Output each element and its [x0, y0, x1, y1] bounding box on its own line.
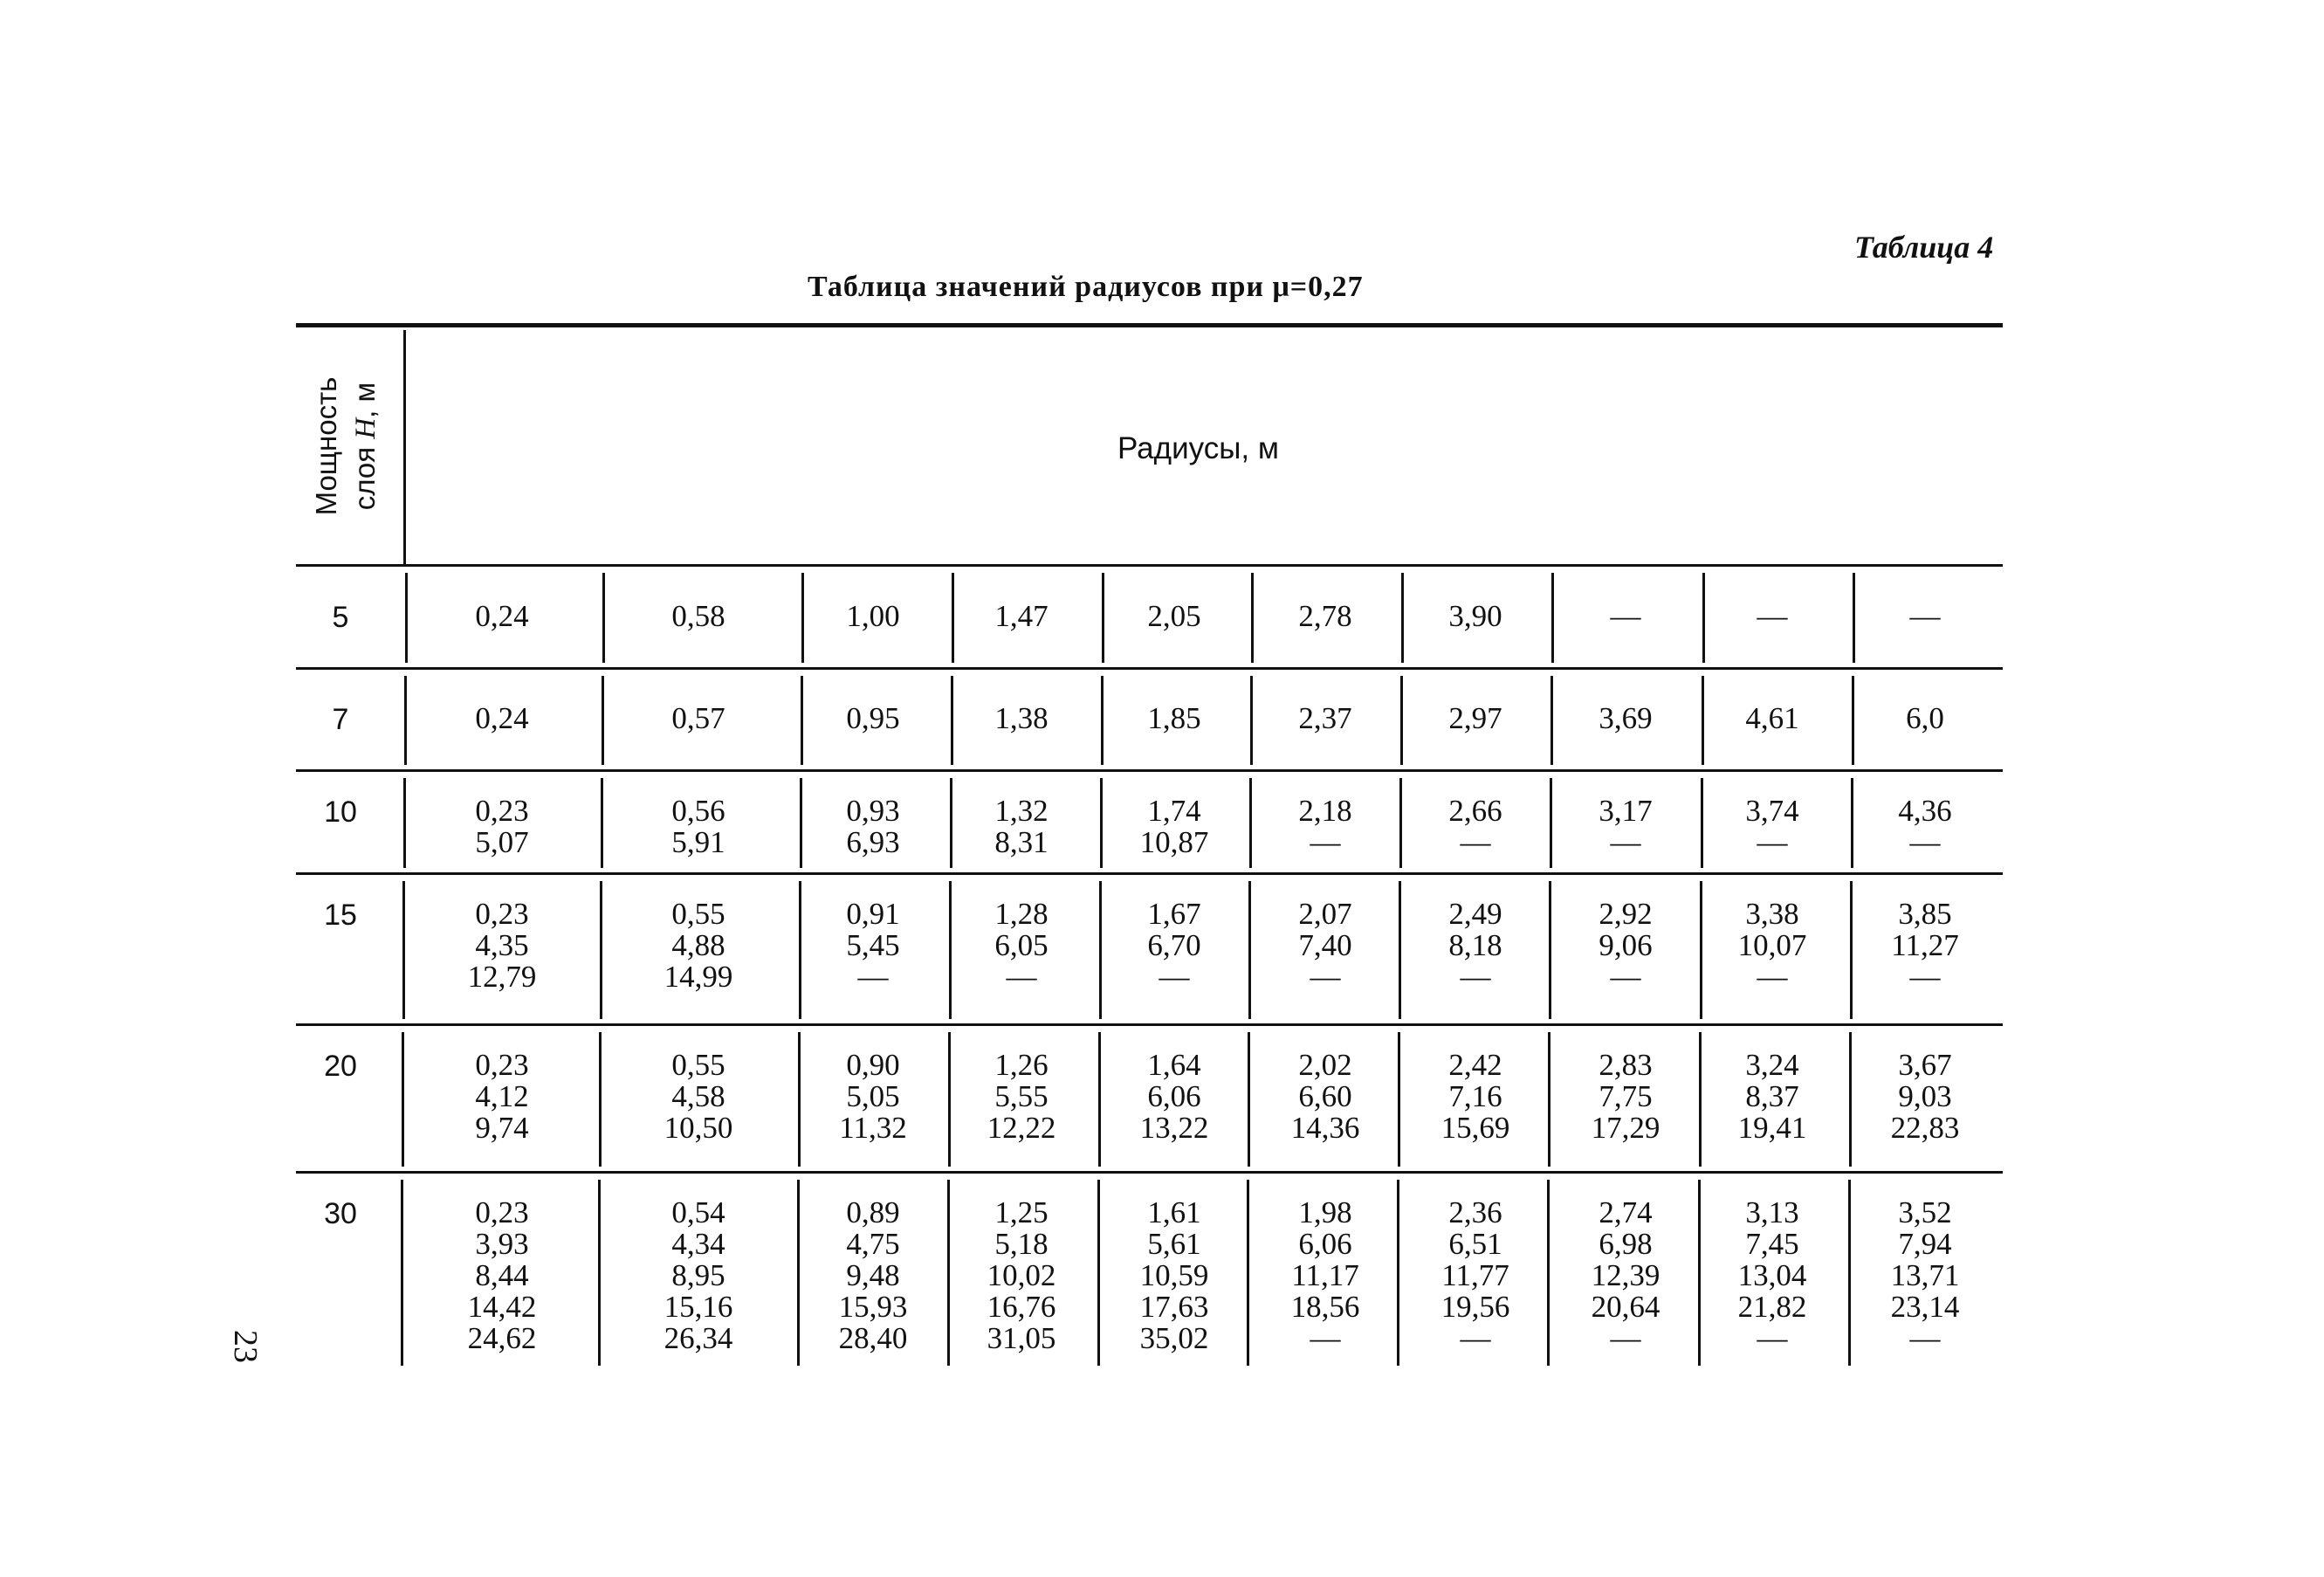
radius-cell [432, 1197, 572, 1354]
radius-value: 15,16 [664, 1290, 733, 1324]
radius-value: 3,24 [1745, 1048, 1799, 1082]
radius-value: 14,36 [1290, 1111, 1360, 1145]
column-separator [1097, 1180, 1100, 1366]
thickness-cell: 30 [324, 1197, 357, 1230]
radius-value: 11,32 [839, 1111, 907, 1145]
radius-value: 4,12 [475, 1079, 529, 1113]
column-separator [598, 1180, 601, 1366]
radius-cell [432, 1050, 572, 1144]
radius-value: 0,91 [846, 897, 900, 931]
radius-value: 12,39 [1591, 1258, 1660, 1292]
radius-value: 1,61 [1147, 1195, 1201, 1229]
radius-value: — [1909, 825, 1941, 859]
radius-value: 7,45 [1745, 1227, 1799, 1261]
column-separator [1248, 1032, 1250, 1167]
radius-cell [1855, 1050, 1995, 1144]
radius-cell [629, 598, 768, 633]
radius-value: 5,91 [671, 825, 725, 859]
radius-value: 5,61 [1147, 1227, 1201, 1261]
radius-cell [803, 703, 943, 734]
radius-value: 1,28 [994, 897, 1049, 931]
radius-value: 7,40 [1298, 928, 1352, 962]
radius-value: 0,90 [846, 1048, 900, 1082]
radius-value: 4,34 [671, 1227, 725, 1261]
radius-value: 13,04 [1737, 1258, 1807, 1292]
column-separator [1848, 1180, 1851, 1366]
column-separator [1849, 1032, 1852, 1167]
column-separator [1248, 881, 1251, 1019]
radius-cell [803, 1050, 943, 1144]
radius-value: 5,07 [475, 825, 529, 859]
radius-value: — [1310, 1321, 1341, 1355]
radius-cell [432, 598, 572, 633]
column-separator [601, 778, 603, 868]
radius-cell [1556, 899, 1695, 993]
radius-value: 1,25 [994, 1195, 1049, 1229]
radius-value: 0,23 [475, 1048, 529, 1082]
radius-value: 0,89 [846, 1195, 900, 1229]
column-separator [405, 573, 408, 663]
radius-value: 3,52 [1898, 1195, 1952, 1229]
radius-cell [629, 703, 768, 734]
column-separator [1247, 1180, 1249, 1366]
radius-cell [1556, 795, 1695, 858]
radius-value: 1,67 [1147, 897, 1201, 931]
radius-cell [1406, 598, 1545, 633]
radius-value: — [1310, 960, 1341, 994]
radius-value: 4,58 [671, 1079, 725, 1113]
radius-value: — [1909, 960, 1941, 994]
radius-cell [952, 703, 1091, 734]
row-separator [296, 769, 2003, 772]
thickness-cell: 15 [324, 899, 357, 932]
radius-value: 21,82 [1737, 1290, 1807, 1324]
radius-value: 10,59 [1139, 1258, 1209, 1292]
radius-cell [803, 1197, 943, 1354]
radius-value: 2,37 [1298, 701, 1352, 735]
radius-cell [629, 899, 768, 993]
radius-value: — [1757, 825, 1788, 859]
radius-value: 3,85 [1898, 897, 1952, 931]
radius-value: 0,23 [475, 1195, 529, 1229]
radius-value: 7,94 [1898, 1227, 1952, 1261]
radius-value: 9,06 [1599, 928, 1653, 962]
radius-value: 22,83 [1890, 1111, 1960, 1145]
table-top-rule [296, 323, 2003, 327]
radius-value: 9,48 [846, 1258, 900, 1292]
radius-value: 6,05 [994, 928, 1049, 962]
radius-value: 6,06 [1298, 1227, 1352, 1261]
thickness-cell: 7 [332, 703, 349, 736]
column-separator [1399, 778, 1402, 868]
radius-value: 20,64 [1591, 1290, 1660, 1324]
radius-value: — [1909, 1321, 1941, 1355]
radius-value: 31,05 [987, 1321, 1056, 1355]
radius-value: 2,97 [1448, 701, 1502, 735]
radius-value: 3,74 [1745, 794, 1799, 828]
radius-value: — [1610, 598, 1641, 633]
radius-value: 3,13 [1745, 1195, 1799, 1229]
radius-value: 0,95 [846, 701, 900, 735]
radius-value: 2,07 [1298, 897, 1352, 931]
radius-cell [1406, 1050, 1545, 1144]
radius-cell [952, 1050, 1091, 1144]
radius-value: 1,85 [1147, 701, 1201, 735]
radius-cell [1104, 1197, 1244, 1354]
radius-value: — [1757, 1321, 1788, 1355]
radius-value: 0,23 [475, 794, 529, 828]
radius-value: 2,05 [1147, 598, 1201, 633]
radius-value: 2,42 [1448, 1048, 1502, 1082]
column-separator [1550, 676, 1553, 765]
radius-cell [1556, 1050, 1695, 1144]
column-separator [1101, 676, 1104, 765]
radius-cell [1556, 1197, 1695, 1354]
radius-value: 8,18 [1448, 928, 1502, 962]
radius-cell [1104, 899, 1244, 993]
radius-cell [1406, 1197, 1545, 1354]
radius-value: 0,54 [671, 1195, 725, 1229]
radius-value: 2,74 [1599, 1195, 1653, 1229]
radius-cell [1855, 598, 1995, 633]
radius-value: 0,93 [846, 794, 900, 828]
radius-value: 6,51 [1448, 1227, 1502, 1261]
radius-value: 0,23 [475, 897, 529, 931]
radius-cell [1556, 703, 1695, 734]
radius-value: 4,75 [846, 1227, 900, 1261]
column-separator [1251, 573, 1254, 663]
radius-cell [1255, 1050, 1395, 1144]
column-separator [1397, 1180, 1399, 1366]
radius-value: 10,50 [664, 1111, 733, 1145]
radius-value: 18,56 [1290, 1290, 1360, 1324]
radius-cell [803, 598, 943, 633]
radius-cell [952, 598, 1091, 633]
radius-cell [1255, 598, 1395, 633]
radius-cell [1855, 1197, 1995, 1354]
column-separator [1249, 778, 1252, 868]
column-separator [402, 1032, 404, 1167]
radius-value: 1,00 [846, 598, 900, 633]
column-separator [404, 676, 407, 765]
radius-value: 28,40 [838, 1321, 908, 1355]
radius-value: 10,02 [987, 1258, 1056, 1292]
radius-value: 13,22 [1139, 1111, 1209, 1145]
radius-cell [629, 795, 768, 858]
thickness-cell: 10 [324, 795, 357, 829]
header-radii: Радиусы, м [1117, 431, 1279, 465]
radius-cell [1855, 703, 1995, 734]
radius-value: 9,74 [475, 1111, 529, 1145]
radius-value: 4,61 [1745, 701, 1799, 735]
radius-cell [432, 899, 572, 993]
radius-value: 1,64 [1147, 1048, 1201, 1082]
radius-value: — [1757, 598, 1788, 633]
radius-value: 19,41 [1737, 1111, 1807, 1145]
column-separator [1699, 1032, 1702, 1167]
radius-value: 2,66 [1448, 794, 1502, 828]
radius-value: 17,29 [1591, 1111, 1660, 1145]
column-separator [1550, 778, 1552, 868]
column-separator [1099, 881, 1102, 1019]
thickness-cell: 20 [324, 1050, 357, 1083]
radius-cell [1406, 899, 1545, 993]
row-separator [296, 667, 2003, 670]
column-separator [1400, 676, 1403, 765]
column-separator [947, 1180, 950, 1366]
radius-value: — [1460, 825, 1491, 859]
radius-cell [1702, 899, 1842, 993]
radius-value: 2,49 [1448, 897, 1502, 931]
radius-value: 2,02 [1298, 1048, 1352, 1082]
radius-value: 5,05 [846, 1079, 900, 1113]
radius-value: 7,16 [1448, 1079, 1502, 1113]
radius-cell [1702, 703, 1842, 734]
column-separator [798, 1032, 801, 1167]
radius-value: 0,57 [671, 701, 725, 735]
column-separator [599, 1032, 602, 1167]
radius-value: 5,45 [846, 928, 900, 962]
radius-value: — [1159, 960, 1190, 994]
column-separator [797, 1180, 800, 1366]
radius-value: — [1610, 960, 1641, 994]
header-thickness-line2: слоя H, м [348, 382, 382, 511]
radius-value: 8,37 [1745, 1079, 1799, 1113]
table-label: Таблица 4 [1854, 230, 1994, 265]
column-separator [1548, 1032, 1550, 1167]
radius-value: 11,77 [1441, 1258, 1509, 1292]
radius-value: 4,35 [475, 928, 529, 962]
radius-value: 23,14 [1890, 1290, 1960, 1324]
radius-value: 14,42 [467, 1290, 537, 1324]
column-separator [1100, 778, 1103, 868]
radius-value: 0,56 [671, 794, 725, 828]
column-separator [1399, 881, 1401, 1019]
column-separator [1398, 1032, 1400, 1167]
radius-value: 7,75 [1599, 1079, 1653, 1113]
radius-value: 1,98 [1298, 1195, 1352, 1229]
radius-value: 8,44 [475, 1258, 529, 1292]
radius-value: 2,92 [1599, 897, 1653, 931]
column-separator [403, 778, 406, 868]
radius-value: 19,56 [1440, 1290, 1510, 1324]
radius-cell [432, 703, 572, 734]
column-separator [602, 573, 605, 663]
radius-value: — [1006, 960, 1037, 994]
table-title: Таблица значений радиусов при μ=0,27 [808, 271, 1364, 303]
column-separator [948, 1032, 951, 1167]
column-separator [1852, 676, 1854, 765]
radius-value: 8,95 [671, 1258, 725, 1292]
radius-value: 24,62 [467, 1321, 537, 1355]
header-column-separator [403, 330, 406, 566]
radius-value: 6,93 [846, 825, 900, 859]
radius-value: 6,98 [1599, 1227, 1653, 1261]
radius-value: 35,02 [1139, 1321, 1209, 1355]
radius-value: 0,58 [671, 598, 725, 633]
radius-cell [629, 1197, 768, 1354]
column-separator [799, 881, 801, 1019]
radius-value: 0,24 [475, 598, 529, 633]
row-separator [296, 1023, 2003, 1026]
radius-value: 4,88 [671, 928, 725, 962]
radius-cell [432, 795, 572, 858]
radius-cell [1702, 1050, 1842, 1144]
radius-value: 2,78 [1298, 598, 1352, 633]
column-separator [1401, 573, 1404, 663]
radius-cell [1702, 1197, 1842, 1354]
radius-value: 2,83 [1599, 1048, 1653, 1082]
radius-cell [952, 899, 1091, 993]
radius-cell [1855, 795, 1995, 858]
radius-value: 8,31 [994, 825, 1049, 859]
radius-value: 2,18 [1298, 794, 1352, 828]
radius-cell [803, 899, 943, 993]
radius-value: 4,36 [1898, 794, 1952, 828]
radius-cell [1255, 703, 1395, 734]
radius-value: 5,55 [994, 1079, 1049, 1113]
radius-value: 1,32 [994, 794, 1049, 828]
column-separator [1698, 1180, 1701, 1366]
radius-value: 1,26 [994, 1048, 1049, 1082]
thickness-cell: 5 [332, 600, 349, 634]
radius-cell [1255, 899, 1395, 993]
radius-value: 1,38 [994, 701, 1049, 735]
radius-value: — [857, 960, 889, 994]
row-separator [296, 872, 2003, 875]
radius-cell [1255, 1197, 1395, 1354]
radius-cell [952, 1197, 1091, 1354]
radius-value: 6,06 [1147, 1079, 1201, 1113]
radius-value: 3,90 [1448, 598, 1502, 633]
radius-value: 6,60 [1298, 1079, 1352, 1113]
radius-cell [1104, 598, 1244, 633]
radius-value: 3,38 [1745, 897, 1799, 931]
radius-cell [1104, 1050, 1244, 1144]
radius-value: 11,17 [1291, 1258, 1359, 1292]
radius-cell [1255, 795, 1395, 858]
radius-value: 14,99 [664, 960, 733, 994]
radius-cell [629, 1050, 768, 1144]
radius-cell [1104, 795, 1244, 858]
radius-value: 26,34 [664, 1321, 733, 1355]
radius-value: — [1460, 960, 1491, 994]
radius-value: 3,67 [1898, 1048, 1952, 1082]
radius-value: 9,03 [1898, 1079, 1952, 1113]
radius-value: 3,93 [475, 1227, 529, 1261]
column-separator [1250, 676, 1253, 765]
radius-cell [1406, 703, 1545, 734]
radius-value: — [1757, 960, 1788, 994]
radius-cell [1556, 598, 1695, 633]
row-separator [296, 564, 2003, 567]
row-separator [296, 1171, 2003, 1174]
radius-value: — [1460, 1321, 1491, 1355]
column-separator [1549, 881, 1551, 1019]
radius-value: 2,36 [1448, 1195, 1502, 1229]
radius-value: 11,27 [1891, 928, 1959, 962]
radius-value: — [1610, 1321, 1641, 1355]
radius-value: 16,76 [987, 1290, 1056, 1324]
radius-cell [1406, 795, 1545, 858]
column-separator [1098, 1032, 1101, 1167]
radius-cell [1855, 899, 1995, 993]
radius-value: 10,87 [1139, 825, 1209, 859]
column-separator [402, 881, 405, 1019]
radius-value: 17,63 [1139, 1290, 1209, 1324]
radius-value: 0,55 [671, 1048, 725, 1082]
column-separator [1850, 881, 1853, 1019]
column-separator [600, 881, 602, 1019]
radius-value: 5,18 [994, 1227, 1049, 1261]
radius-value: 12,79 [467, 960, 537, 994]
radius-cell [803, 795, 943, 858]
radius-value: — [1610, 825, 1641, 859]
radius-value: — [1909, 598, 1941, 633]
radius-cell [952, 795, 1091, 858]
page-number: 23 [227, 1330, 264, 1363]
radius-cell [1702, 598, 1842, 633]
radius-value: 15,69 [1440, 1111, 1510, 1145]
radius-value: 3,69 [1599, 701, 1653, 735]
header-thickness-line1: Мощность [310, 376, 342, 516]
radius-value: 6,70 [1147, 928, 1201, 962]
header-layer-thickness [307, 337, 385, 555]
radius-value: 0,24 [475, 701, 529, 735]
radius-value: 1,74 [1147, 794, 1201, 828]
radius-value: 6,0 [1906, 701, 1944, 735]
radius-value: 13,71 [1890, 1258, 1960, 1292]
column-separator [1851, 778, 1853, 868]
radius-value: 0,55 [671, 897, 725, 931]
column-separator [401, 1180, 403, 1366]
radius-cell [1104, 703, 1244, 734]
radius-cell [1702, 795, 1842, 858]
radius-value: 1,47 [994, 598, 1049, 633]
radius-value: 10,07 [1737, 928, 1807, 962]
column-separator [800, 778, 802, 868]
radius-value: 12,22 [987, 1111, 1056, 1145]
column-separator [602, 676, 604, 765]
column-separator [1547, 1180, 1550, 1366]
column-separator [1551, 573, 1554, 663]
radius-value: — [1310, 825, 1341, 859]
radius-value: 3,17 [1599, 794, 1653, 828]
radius-value: 15,93 [838, 1290, 908, 1324]
